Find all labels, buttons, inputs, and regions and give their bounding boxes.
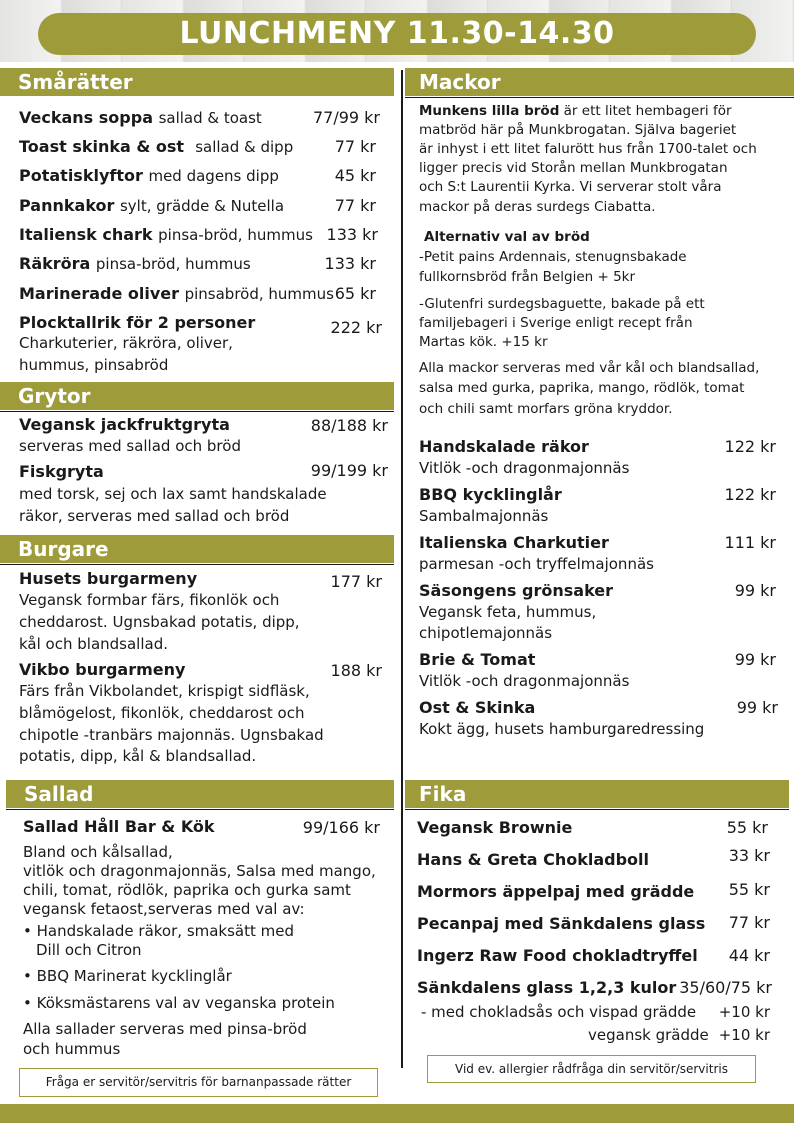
sallad-option: Dill och Citron — [36, 941, 142, 959]
menu-item-extra: - med chokladsås och vispad grädde — [421, 1003, 697, 1021]
menu-item-desc: Sambalmajonnäs — [419, 507, 549, 525]
section-rule — [0, 411, 394, 412]
menu-item-extra: vegansk grädde — [588, 1026, 709, 1044]
menu-item: Marinerade oliver pinsabröd, hummus — [19, 284, 334, 303]
menu-item: Sänkdalens glass 1,2,3 kulor — [417, 978, 677, 997]
menu-item-desc: räkor, serveras med sallad och bröd — [19, 507, 290, 525]
menu-item-desc: cheddarost. Ugnsbakad potatis, dipp, — [19, 613, 300, 631]
alternative-bread: familjebageri i Sverige enligt recept från — [419, 315, 693, 331]
menu-item: BBQ kycklinglår — [419, 485, 562, 504]
menu-item: Handskalade räkor — [419, 437, 589, 456]
menu-item-extra-price: +10 kr — [718, 1003, 770, 1021]
menu-item-price: 122 kr — [724, 437, 776, 456]
mackor-serving-note: och chili samt morfars gröna kryddor. — [419, 401, 673, 417]
menu-item: Husets burgarmeny — [19, 569, 198, 588]
menu-item-price: 177 kr — [330, 572, 382, 591]
menu-item-desc: chipotlemajonnäs — [419, 624, 553, 642]
mackor-serving-note: salsa med gurka, paprika, mango, rödlök, tomat — [419, 380, 745, 396]
menu-item: Räkröra pinsa-bröd, hummus — [19, 254, 251, 273]
menu-item: Potatisklyftor med dagens dipp — [19, 166, 279, 185]
menu-item-desc: Vitlök -och dragonmajonnäs — [419, 672, 630, 690]
children-note-box: Fråga er servitör/servitris för barnanpassade rätter — [19, 1068, 378, 1097]
menu-item-price: 122 kr — [724, 485, 776, 504]
alternative-bread: -Glutenfri surdegsbaguette, bakade på ett — [419, 296, 705, 312]
menu-item-price: 65 kr — [334, 284, 376, 303]
menu-item-price: 188 kr — [330, 661, 382, 680]
sallad-footnote: Alla sallader serveras med pinsa-bröd — [23, 1020, 307, 1038]
menu-item-price: 55 kr — [728, 880, 770, 899]
menu-item: Ingerz Raw Food chokladtryffel — [417, 946, 698, 965]
menu-item-desc: Vegansk feta, hummus, — [419, 603, 597, 621]
sallad-option: • Köksmästarens val av veganska protein — [23, 994, 335, 1012]
menu-item-desc: hummus, pinsabröd — [19, 356, 169, 374]
sallad-footnote: och hummus — [23, 1040, 121, 1058]
menu-item: Vegansk Brownie — [417, 818, 573, 837]
menu-item-price: 99 kr — [736, 698, 778, 717]
menu-item: Pannkakor sylt, grädde & Nutella — [19, 196, 285, 215]
sallad-option: • Handskalade räkor, smaksätt med — [23, 922, 295, 940]
menu-item-price: 77 kr — [728, 913, 770, 932]
menu-item: Fiskgryta — [19, 462, 104, 481]
section-rule — [405, 97, 794, 98]
menu-item: Italiensk chark pinsa-bröd, hummus — [19, 225, 313, 244]
menu-item-desc: vitlök och dragonmajonnäs, Salsa med mango, — [23, 862, 376, 880]
menu-item-price: 133 kr — [324, 254, 376, 273]
menu-item-desc: chipotle -tranbärs majonnäs. Ugnsbakad — [19, 726, 324, 744]
menu-item-price: 44 kr — [728, 946, 770, 965]
menu-item: Pecanpaj med Sänkdalens glass — [417, 914, 706, 933]
mackor-intro: Munkens lilla bröd är ett litet hembageri för — [419, 103, 732, 119]
menu-item: Sallad Håll Bar & Kök — [23, 817, 215, 836]
footer-bar — [0, 1104, 794, 1123]
section-rule — [405, 809, 789, 810]
section-grytor-title: Grytor — [0, 382, 394, 410]
menu-item-desc: serveras med sallad och bröd — [19, 437, 241, 455]
menu-item-desc: Vegansk formbar färs, fikonlök och — [19, 591, 280, 609]
menu-item-price: 99 kr — [734, 650, 776, 669]
mackor-intro: och S:t Laurentii Kyrka. Vi serverar stolt våra — [419, 179, 722, 195]
menu-item: Vikbo burgarmeny — [19, 660, 186, 679]
menu-item-desc: parmesan -och tryffelmajonnäs — [419, 555, 654, 573]
menu-item-price: 99 kr — [734, 581, 776, 600]
menu-item-desc: potatis, dipp, kål & blandsallad. — [19, 747, 257, 765]
menu-item-desc: kål och blandsallad. — [19, 635, 168, 653]
menu-item-price: 33 kr — [728, 846, 770, 865]
mackor-serving-note: Alla mackor serveras med vår kål och blandsallad, — [419, 360, 760, 376]
section-sallad-title: Sallad — [6, 780, 394, 808]
menu-item-desc: vegansk fetaost,serveras med val av: — [23, 900, 305, 918]
menu-item-price: 99/199 kr — [310, 461, 388, 480]
menu-item-desc: Bland och kålsallad, — [23, 843, 173, 861]
menu-item-desc: chili, tomat, rödlök, paprika och gurka samt — [23, 881, 351, 899]
menu-item-extra-price: +10 kr — [718, 1026, 770, 1044]
menu-item-price: 222 kr — [330, 318, 382, 337]
section-rule — [0, 564, 394, 565]
column-divider — [401, 70, 403, 1068]
menu-item: Vegansk jackfruktgryta — [19, 415, 230, 434]
menu-item-desc: Kokt ägg, husets hamburgaredressing — [419, 720, 705, 738]
page-title: LUNCHMENY 11.30-14.30 — [38, 13, 756, 55]
alternative-bread-title: Alternativ val av bröd — [424, 229, 590, 245]
menu-item-price: 133 kr — [326, 225, 378, 244]
alternative-bread: fullkornsbröd från Belgien + 5kr — [419, 269, 636, 285]
menu-item: Plocktallrik för 2 personer — [19, 313, 256, 332]
section-rule — [6, 809, 394, 810]
menu-item-price: 35/60/75 kr — [679, 978, 772, 997]
menu-item: Brie & Tomat — [419, 650, 536, 669]
allergy-note-box: Vid ev. allergier rådfråga din servitör/servitris — [427, 1055, 756, 1083]
menu-item-price: 99/166 kr — [302, 818, 380, 837]
menu-item-price: 77 kr — [334, 196, 376, 215]
section-fika-title: Fika — [405, 780, 789, 808]
menu-item: Hans & Greta Chokladboll — [417, 850, 649, 869]
menu-item-desc: med torsk, sej och lax samt handskalade — [19, 485, 327, 503]
menu-item: Ost & Skinka — [419, 698, 536, 717]
mackor-intro: är inhyst i ett litet falurött hus från 1700-talet och — [419, 141, 757, 157]
menu-item-price: 77 kr — [334, 137, 376, 156]
alternative-bread: Martas kök. +15 kr — [419, 334, 548, 350]
menu-item-price: 88/188 kr — [310, 416, 388, 435]
menu-item-desc: blåmögelost, fikonlök, cheddarost och — [19, 704, 305, 722]
menu-item-price: 77/99 kr — [312, 108, 380, 127]
menu-item-desc: Charkuterier, räkröra, oliver, — [19, 334, 233, 352]
section-burgare-title: Burgare — [0, 535, 394, 563]
sallad-option: • BBQ Marinerat kycklinglår — [23, 967, 232, 985]
mackor-intro: matbröd här på Munkbrogatan. Själva bageriet — [419, 122, 737, 138]
menu-item-desc: Vitlök -och dragonmajonnäs — [419, 459, 630, 477]
section-mackor-title: Mackor — [405, 68, 794, 96]
mackor-intro: ligger precis vid Storån mellan Munkbrogatan — [419, 160, 728, 176]
menu-item: Toast skinka & ost sallad & dipp — [19, 137, 294, 156]
menu-item-price: 111 kr — [724, 533, 776, 552]
alternative-bread: -Petit pains Ardennais, stenugnsbakade — [419, 249, 687, 265]
menu-item-desc: Färs från Vikbolandet, krispigt sidfläsk, — [19, 682, 310, 700]
mackor-intro: mackor på deras surdegs Ciabatta. — [419, 199, 656, 215]
menu-item-price: 45 kr — [334, 166, 376, 185]
section-smaratter-title: Smårätter — [0, 68, 394, 96]
menu-item: Säsongens grönsaker — [419, 581, 614, 600]
menu-item-price: 55 kr — [726, 818, 768, 837]
menu-item: Italienska Charkutier — [419, 533, 609, 552]
menu-item: Veckans soppa sallad & toast — [19, 108, 262, 127]
menu-item: Mormors äppelpaj med grädde — [417, 882, 695, 901]
